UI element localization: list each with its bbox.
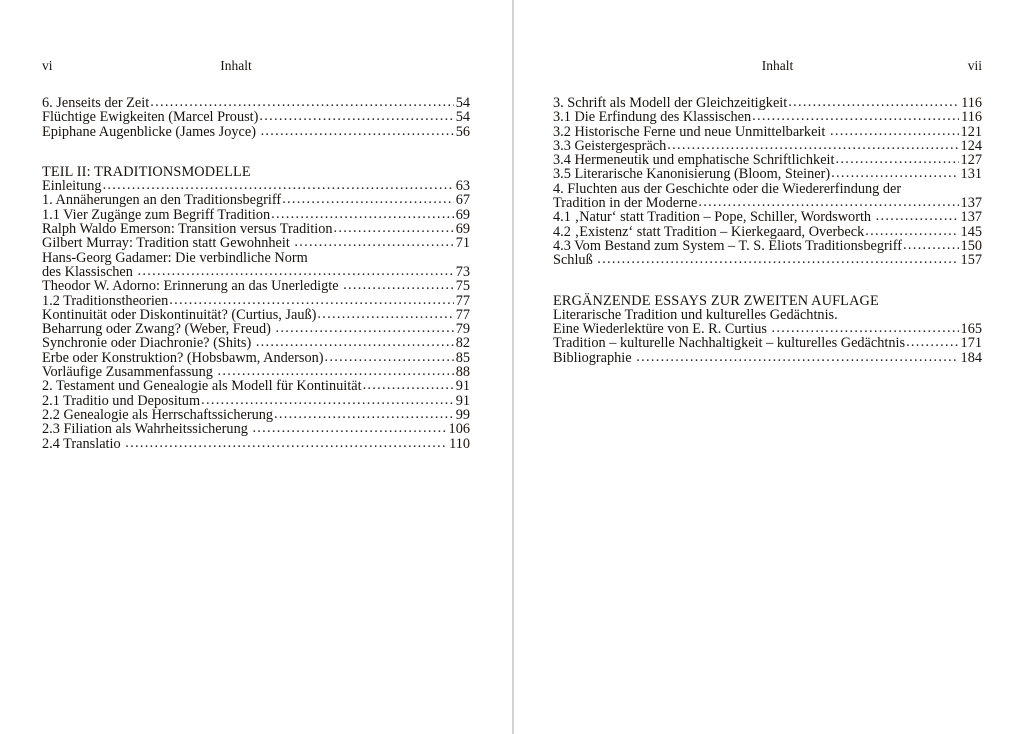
toc-entry[interactable] (42, 222, 470, 236)
toc-dot-leader (836, 152, 959, 166)
toc-entry-page-number: 165 (960, 321, 982, 338)
toc-entry-title: Eine Wiederlektüre von E. R. Curtius (553, 321, 771, 338)
toc-entry-page-number: 63 (455, 178, 470, 195)
toc-dot-leader (294, 235, 453, 249)
toc-entry-row (553, 196, 982, 210)
toc-entry-page-number: 54 (455, 95, 470, 111)
toc-entry-title: Tradition in der Moderne (553, 195, 698, 212)
right-page-running-head (553, 56, 982, 76)
toc-entry-page-number: 184 (960, 349, 982, 366)
toc-dot-leader (274, 407, 454, 421)
toc-entry-title-line1: 4. Fluchten aus der Geschichte oder die Wiedererfindung der (553, 180, 902, 197)
toc-entry-page-number: 54 (455, 109, 470, 126)
toc-entry-row (553, 351, 982, 365)
toc-entry-title: 6. Jenseits der Zeit (42, 95, 150, 111)
toc-entry[interactable] (42, 125, 470, 139)
toc-entry-title: Gilbert Murray: Tradition statt Gewohnheit (42, 235, 294, 252)
toc-entry-title: 4.1 ‚Natur‘ statt Tradition – Pope, Schiller, Wordsworth (553, 209, 875, 226)
toc-dot-leader (252, 421, 446, 435)
left-page-running-title: Inhalt (220, 58, 252, 73)
toc-dot-leader (772, 321, 959, 335)
toc-entry[interactable] (42, 294, 470, 308)
toc-dot-leader (876, 209, 959, 223)
toc-entry-row (42, 236, 470, 250)
toc-dot-leader (831, 166, 958, 180)
toc-entry-row (42, 110, 470, 124)
toc-entry-title: Einleitung (42, 178, 102, 195)
toc-entry-title: 3.2 Historische Ferne und neue Unmittelbarkeit (553, 123, 829, 140)
toc-entry-page-number: 116 (961, 95, 982, 111)
toc-entry-row (42, 365, 470, 379)
toc-part-heading (42, 165, 470, 179)
toc-entry-page-number: 127 (960, 152, 982, 169)
toc-dot-leader (282, 192, 454, 206)
right-page-folio: vii (967, 58, 982, 73)
toc-entry-title: Vorläufige Zusammenfassung (42, 364, 217, 381)
toc-dot-leader (597, 252, 958, 266)
toc-entry-row (42, 351, 470, 365)
toc-entry-title: 4.2 ‚Existenz‘ statt Tradition – Kierkegaard, Overbeck (553, 223, 865, 240)
toc-entry[interactable] (42, 437, 470, 451)
toc-entry[interactable] (553, 253, 982, 267)
toc-entry-title: 2.1 Traditio und Depositum (42, 392, 201, 409)
toc-entry-row (42, 394, 470, 408)
toc-entry-page-number: 69 (455, 221, 470, 238)
toc-entry-row (42, 193, 470, 207)
toc-entry-page-number: 73 (455, 263, 470, 280)
toc-dot-leader (636, 350, 958, 364)
toc-entry-page-number: 71 (455, 235, 470, 252)
toc-entry-page-number: 91 (455, 392, 470, 409)
left-page-toc-list (42, 96, 470, 451)
toc-dot-leader (261, 124, 454, 138)
toc-entry-title: 3.3 Geistergespräch (553, 137, 667, 154)
toc-entry-title: 3. Schrift als Modell der Gleichzeitigkeit (553, 95, 788, 111)
toc-entry-row (553, 96, 982, 110)
toc-entry-page-number: 137 (960, 195, 982, 212)
toc-entry-title: Epiphane Augenblicke (James Joyce) (42, 123, 260, 140)
toc-entry[interactable] (42, 110, 470, 124)
toc-dot-leader (138, 264, 454, 278)
toc-entry-title: 2.2 Genealogie als Herrschaftssicherung (42, 406, 274, 423)
toc-dot-leader (325, 350, 454, 364)
toc-entry[interactable] (553, 351, 982, 365)
toc-dot-leader (343, 278, 454, 292)
toc-entry-row (42, 265, 470, 279)
toc-entry-page-number: 77 (455, 292, 470, 309)
toc-entry-row (42, 437, 470, 451)
toc-entry-title: Schluß (553, 252, 597, 269)
toc-entry-row (42, 408, 470, 422)
toc-dot-leader (201, 393, 454, 407)
toc-entry[interactable] (553, 153, 982, 167)
toc-entry[interactable] (42, 193, 470, 207)
toc-entry[interactable] (42, 96, 470, 110)
toc-entry-row (42, 96, 470, 110)
toc-entry-page-number: 106 (448, 421, 470, 438)
toc-entry-page-number: 171 (960, 335, 982, 352)
toc-entry-title-line1: Hans-Georg Gadamer: Die verbindliche Norm (42, 249, 308, 266)
toc-entry-page-number: 69 (455, 206, 470, 223)
toc-entry-title: 2.3 Filiation als Wahrheitssicherung (42, 421, 252, 438)
toc-part-heading-label: ERGÄNZENDE ESSAYS ZUR ZWEITEN AUFLAGE (553, 292, 879, 309)
toc-entry[interactable] (553, 308, 982, 337)
toc-entry[interactable] (553, 239, 982, 253)
right-page (514, 0, 1020, 734)
toc-dot-leader (752, 109, 959, 123)
toc-dot-leader (788, 95, 959, 109)
toc-entry[interactable] (42, 279, 470, 293)
toc-entry[interactable] (42, 179, 470, 193)
toc-dot-leader (830, 124, 959, 138)
toc-entry-title: 1.2 Traditionstheorien (42, 292, 169, 309)
toc-entry-row (553, 125, 982, 139)
toc-entry-page-number: 121 (960, 123, 982, 140)
toc-entry[interactable] (42, 236, 470, 250)
toc-entry[interactable] (553, 182, 982, 211)
toc-entry[interactable] (42, 379, 470, 393)
toc-entry-title: 1.1 Vier Zugänge zum Begriff Tradition (42, 206, 271, 223)
toc-dot-leader (217, 364, 453, 378)
toc-entry[interactable] (42, 351, 470, 365)
toc-entry-page-number: 137 (960, 209, 982, 226)
toc-dot-leader (256, 335, 454, 349)
toc-entry-title: Theodor W. Adorno: Erinnerung an das Unerledigte (42, 278, 343, 295)
toc-dot-leader (259, 109, 453, 123)
toc-entry-title-line1: Literarische Tradition und kulturelles Gedächtnis. (553, 306, 838, 323)
toc-entry-row (553, 322, 982, 336)
toc-entry-page-number: 88 (455, 364, 470, 381)
toc-entry[interactable] (42, 365, 470, 379)
toc-entry-title: 3.5 Literarische Kanonisierung (Bloom, Steiner) (553, 166, 831, 183)
toc-entry-page-number: 145 (960, 223, 982, 240)
toc-dot-leader (865, 224, 958, 238)
toc-dot-leader (906, 335, 958, 349)
toc-entry-row (42, 279, 470, 293)
toc-entry-row (553, 110, 982, 124)
toc-entry-page-number: 77 (455, 306, 470, 323)
left-page-folio: vi (42, 58, 53, 73)
toc-entry[interactable] (553, 167, 982, 181)
toc-entry-title: Ralph Waldo Emerson: Transition versus Tradition (42, 221, 333, 238)
toc-entry-page-number: 79 (455, 321, 470, 338)
toc-entry-row (553, 253, 982, 267)
toc-entry-title: Erbe oder Konstruktion? (Hobsbawm, Anderson) (42, 349, 324, 366)
toc-entry-title: 3.1 Die Erfindung des Klassischen (553, 109, 752, 126)
toc-entry[interactable] (553, 110, 982, 124)
toc-dot-leader (363, 378, 454, 392)
toc-dot-leader (103, 178, 454, 192)
toc-entry-row (42, 336, 470, 350)
toc-entry[interactable] (553, 210, 982, 224)
toc-entry-title: Beharrung oder Zwang? (Weber, Freud) (42, 321, 275, 338)
toc-entry-row (42, 308, 470, 322)
toc-entry-row (42, 322, 470, 336)
right-page-running-title: Inhalt (761, 58, 794, 73)
toc-entry[interactable] (42, 308, 470, 322)
toc-entry-row (553, 210, 982, 224)
toc-entry[interactable] (42, 322, 470, 336)
toc-entry-title: 2. Testament und Genealogie als Modell für Kontinuität (42, 378, 362, 395)
toc-entry-page-number: 67 (455, 192, 470, 209)
toc-entry-page-number: 131 (960, 166, 982, 183)
toc-entry-row (42, 294, 470, 308)
toc-entry[interactable] (42, 394, 470, 408)
toc-dot-leader (271, 207, 454, 221)
toc-entry-row (553, 167, 982, 181)
toc-entry[interactable] (42, 422, 470, 436)
toc-dot-leader (903, 238, 959, 252)
toc-entry-title: Bibliographie (553, 349, 636, 366)
toc-entry-page-number: 116 (961, 109, 982, 126)
toc-entry-row (42, 422, 470, 436)
toc-entry-page-number: 82 (455, 335, 470, 352)
toc-entry-title: Flüchtige Ewigkeiten (Marcel Proust) (42, 109, 259, 126)
toc-entry-row (553, 153, 982, 167)
toc-entry-page-number: 56 (455, 123, 470, 140)
toc-dot-leader (169, 293, 453, 307)
toc-entry[interactable] (553, 225, 982, 239)
toc-entry-title: Synchronie oder Diachronie? (Shits) (42, 335, 255, 352)
toc-entry-page-number: 157 (960, 252, 982, 269)
toc-dot-leader (125, 436, 447, 450)
toc-dot-leader (317, 307, 453, 321)
toc-entry-page-number: 124 (960, 137, 982, 154)
toc-entry-title: 1. Annäherungen an den Traditionsbegriff (42, 192, 282, 209)
toc-entry-page-number: 75 (455, 278, 470, 295)
toc-entry[interactable] (42, 251, 470, 280)
toc-entry-row (553, 225, 982, 239)
toc-entry[interactable] (553, 96, 982, 110)
toc-entry-page-number: 110 (449, 435, 470, 452)
toc-dot-leader (276, 321, 454, 335)
toc-entry-title: Tradition – kulturelle Nachhaltigkeit – kulturelles Gedächtnis (553, 335, 906, 352)
toc-entry[interactable] (42, 408, 470, 422)
toc-entry[interactable] (42, 336, 470, 350)
toc-dot-leader (150, 95, 454, 109)
toc-entry-row (42, 222, 470, 236)
toc-entry-row (553, 139, 982, 153)
toc-entry-title: 4.3 Vom Bestand zum System – T. S. Eliots Traditionsbegriff (553, 237, 902, 254)
toc-entry-page-number: 150 (960, 237, 982, 254)
right-page-toc-list (553, 96, 982, 365)
toc-dot-leader (334, 221, 454, 235)
toc-entry-page-number: 99 (455, 406, 470, 423)
toc-entry[interactable] (553, 139, 982, 153)
toc-part-heading (553, 294, 982, 308)
toc-entry[interactable] (553, 125, 982, 139)
toc-entry-title: Kontinuität oder Diskontinuität? (Curtius, Jauß) (42, 306, 317, 323)
toc-entry-row (42, 179, 470, 193)
toc-entry-page-number: 91 (455, 378, 470, 395)
toc-entry-row (553, 239, 982, 253)
toc-entry-title: des Klassischen (42, 263, 137, 280)
toc-part-heading-label: TEIL II: TRADITIONSMODELLE (42, 163, 251, 180)
toc-entry-page-number: 85 (455, 349, 470, 366)
toc-entry-title: 3.4 Hermeneutik und emphatische Schriftlichkeit (553, 152, 835, 169)
left-page-running-head (42, 56, 470, 76)
toc-dot-leader (698, 195, 958, 209)
toc-entry-row (42, 208, 470, 222)
toc-entry[interactable] (553, 336, 982, 350)
toc-entry-title: 2.4 Translatio (42, 435, 125, 452)
toc-entry-row (42, 125, 470, 139)
toc-dot-leader (667, 138, 958, 152)
toc-entry[interactable] (42, 208, 470, 222)
toc-entry-row (42, 379, 470, 393)
toc-entry-row (553, 336, 982, 350)
